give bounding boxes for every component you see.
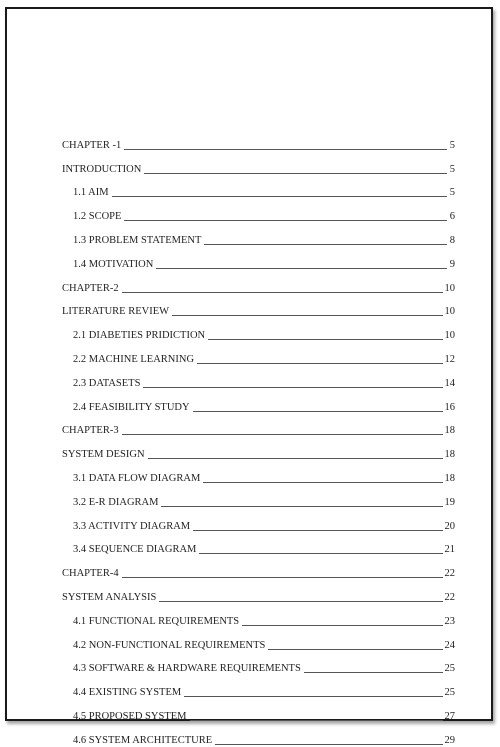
toc-leader-line — [268, 649, 442, 650]
toc-subsection-entry[interactable] — [62, 699, 455, 723]
toc-page-number: 23 — [444, 615, 455, 627]
toc-leader-line — [144, 173, 447, 174]
toc-subsection-entry[interactable] — [62, 223, 455, 247]
toc-subsection-entry[interactable] — [62, 461, 455, 485]
toc-entry-label: 1.4 MOTIVATION — [73, 258, 154, 270]
toc-entry-label: 1.3 PROBLEM STATEMENT — [73, 234, 202, 246]
toc-section-entry[interactable] — [62, 152, 455, 176]
toc-entry-label: CHAPTER-2 — [62, 282, 119, 294]
toc-leader-line — [204, 244, 447, 245]
toc-page-number: 27 — [444, 710, 455, 722]
toc-leader-line — [215, 744, 442, 745]
toc-entry-label: 2.2 MACHINE LEARNING — [73, 353, 195, 365]
toc-leader-line — [122, 292, 443, 293]
toc-entry-label: 2.1 DIABETIES PRIDICTION — [73, 330, 206, 342]
toc-entry-label: 4.5 PROPOSED SYSTEM — [73, 710, 187, 722]
toc-subsection-entry[interactable] — [62, 366, 455, 390]
toc-subsection-entry[interactable] — [62, 533, 455, 557]
toc-entry-label: 2.4 FEASIBILITY STUDY — [73, 401, 190, 413]
toc-page-number: 5 — [449, 163, 455, 175]
toc-page-number: 12 — [444, 353, 455, 365]
toc-page-number: 10 — [444, 306, 455, 318]
toc-subsection-entry[interactable] — [62, 628, 455, 652]
toc-leader-line — [156, 268, 447, 269]
toc-entry-label: CHAPTER-4 — [62, 568, 119, 580]
toc-leader-line — [161, 506, 442, 507]
toc-page-number: 5 — [449, 139, 455, 151]
toc-subsection-entry[interactable] — [62, 176, 455, 200]
toc-leader-line — [172, 315, 442, 316]
toc-entry-label: 3.1 DATA FLOW DIAGRAM — [73, 472, 201, 484]
toc-page-number: 18 — [444, 425, 455, 437]
toc-leader-line — [197, 363, 442, 364]
toc-section-entry[interactable] — [62, 580, 455, 604]
toc-subsection-entry[interactable] — [62, 723, 455, 747]
toc-entry-label: INTRODUCTION — [62, 163, 142, 175]
toc-page-number: 22 — [444, 568, 455, 580]
toc-entry-label: 3.3 ACTIVITY DIAGRAM — [73, 520, 191, 532]
toc-subsection-entry[interactable] — [62, 675, 455, 699]
toc-leader-line — [242, 625, 442, 626]
toc-entry-label: 4.1 FUNCTIONAL REQUIREMENTS — [73, 615, 240, 627]
toc-subsection-entry[interactable] — [62, 199, 455, 223]
toc-entry-label: CHAPTER-3 — [62, 425, 119, 437]
toc-entry-label: 4.4 EXISTING SYSTEM — [73, 687, 182, 699]
toc-entry-label: 3.2 E-R DIAGRAM — [73, 496, 159, 508]
toc-section-entry[interactable] — [62, 414, 455, 438]
toc-page-number: 18 — [444, 449, 455, 461]
toc-page-number: 5 — [449, 187, 455, 199]
toc-entry-label: 4.3 SOFTWARE & HARDWARE REQUIREMENTS — [73, 663, 301, 675]
toc-entry-label: CHAPTER -1 — [62, 139, 122, 151]
toc-entry-label: 2.3 DATASETS — [73, 377, 141, 389]
toc-page-number: 18 — [444, 472, 455, 484]
toc-section-entry[interactable] — [62, 437, 455, 461]
toc-entry-label: 4.2 NON-FUNCTIONAL REQUIREMENTS — [73, 639, 266, 651]
toc-subsection-entry[interactable] — [62, 342, 455, 366]
toc-leader-line — [143, 387, 442, 388]
toc-page-number: 10 — [444, 282, 455, 294]
toc-leader-line — [122, 577, 443, 578]
toc-leader-line — [208, 339, 442, 340]
toc-leader-line — [124, 220, 447, 221]
toc-page-number: 8 — [449, 234, 455, 246]
toc-section-entry[interactable] — [62, 556, 455, 580]
toc-leader-line — [112, 196, 447, 197]
toc-leader-line — [124, 149, 447, 150]
toc-subsection-entry[interactable] — [62, 247, 455, 271]
toc-leader-line — [304, 672, 443, 673]
toc-page-number: 29 — [444, 734, 455, 746]
toc-leader-line — [122, 434, 443, 435]
toc-page-number: 25 — [444, 687, 455, 699]
toc-entry-label: 3.4 SEQUENCE DIAGRAM — [73, 544, 197, 556]
toc-leader-line — [159, 601, 442, 602]
toc-leader-line — [148, 458, 443, 459]
toc-entry-label: SYSTEM ANALYSIS — [62, 591, 157, 603]
toc-page-number: 19 — [444, 496, 455, 508]
toc-section-entry[interactable] — [62, 295, 455, 319]
toc-page-number: 14 — [444, 377, 455, 389]
toc-entry-label: LITERATURE REVIEW — [62, 306, 170, 318]
toc-page-number: 16 — [444, 401, 455, 413]
toc-subsection-entry[interactable] — [62, 509, 455, 533]
toc-leader-line — [193, 411, 443, 412]
toc-subsection-entry[interactable] — [62, 318, 455, 342]
toc-leader-line — [190, 720, 443, 721]
toc-entry-label: SYSTEM DESIGN — [62, 449, 145, 461]
toc-subsection-entry[interactable] — [62, 485, 455, 509]
toc-entry-label: 1.2 SCOPE — [73, 211, 122, 223]
toc-leader-line — [184, 696, 442, 697]
toc-page-number: 24 — [444, 639, 455, 651]
toc-page-number: 21 — [444, 544, 455, 556]
toc-page-number: 20 — [444, 520, 455, 532]
toc-leader-line — [199, 553, 442, 554]
table-of-contents — [62, 128, 455, 747]
toc-page-number: 25 — [444, 663, 455, 675]
toc-page-number: 22 — [444, 591, 455, 603]
document-page — [5, 7, 493, 746]
toc-entry-label: 1.1 AIM — [73, 187, 109, 199]
toc-entry-label: 4.6 SYSTEM ARCHITECTURE — [73, 734, 213, 746]
toc-section-entry[interactable] — [62, 128, 455, 152]
toc-leader-line — [193, 530, 442, 531]
toc-subsection-entry[interactable] — [62, 604, 455, 628]
toc-section-entry[interactable] — [62, 271, 455, 295]
toc-leader-line — [203, 482, 442, 483]
toc-subsection-entry[interactable] — [62, 652, 455, 676]
toc-page-number: 10 — [444, 330, 455, 342]
toc-page-number: 9 — [449, 258, 455, 270]
toc-page-number: 6 — [449, 211, 455, 223]
toc-subsection-entry[interactable] — [62, 390, 455, 414]
